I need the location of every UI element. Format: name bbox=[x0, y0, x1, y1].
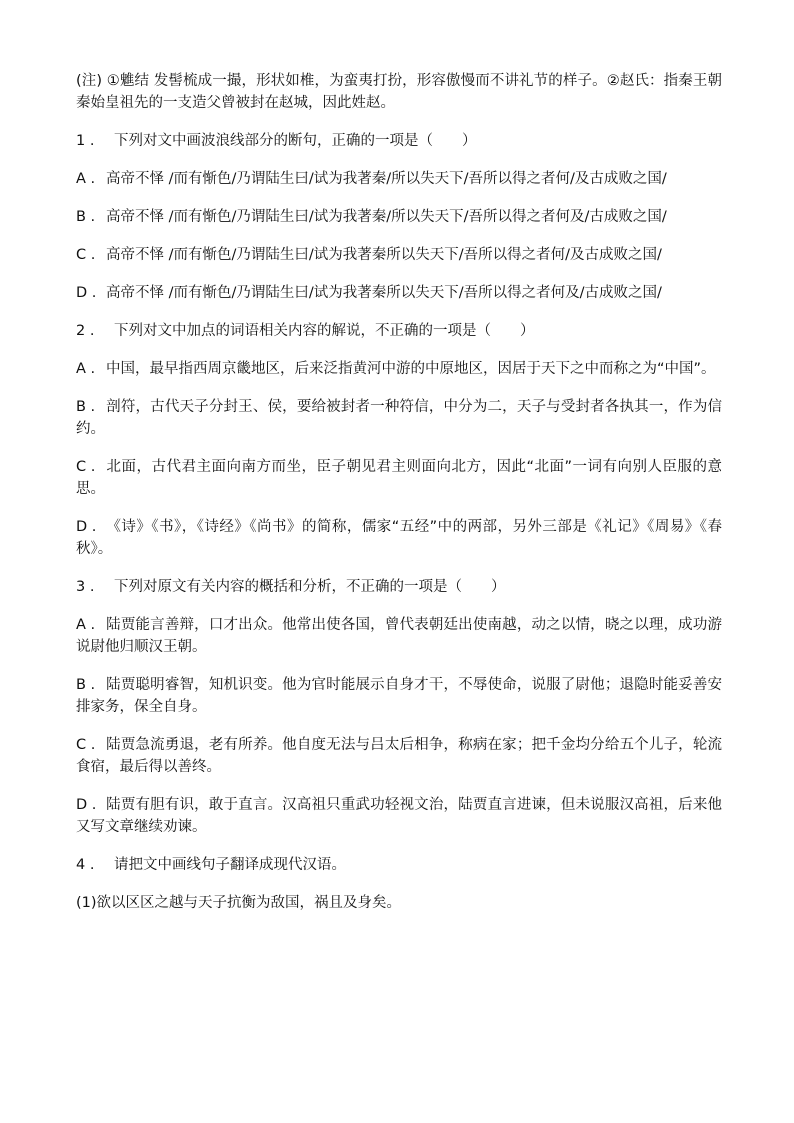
option-a bbox=[76, 614, 722, 658]
option-letter: B . bbox=[76, 399, 96, 415]
question-1 bbox=[76, 130, 722, 304]
question-3 bbox=[76, 576, 722, 838]
option-text: 高帝不怿 /而有惭色/乃谓陆生曰/试为我著秦/所以失天下/吾所以得之者何/及古成败之国/ bbox=[106, 171, 667, 187]
question-stem bbox=[76, 130, 722, 152]
option-c bbox=[76, 456, 722, 500]
question-number: 1 . bbox=[76, 133, 95, 149]
question-stem bbox=[76, 854, 722, 876]
question-text: 请把文中画线句子翻译成现代汉语。 bbox=[114, 857, 346, 873]
option-b bbox=[76, 674, 722, 718]
option-letter: B . bbox=[76, 209, 96, 225]
option-a bbox=[76, 358, 722, 380]
option-letter: A . bbox=[76, 361, 96, 377]
document-page bbox=[76, 70, 722, 930]
option-letter: D . bbox=[76, 285, 97, 301]
option-letter: A . bbox=[76, 171, 96, 187]
option-letter: D . bbox=[76, 797, 97, 813]
option-text: 陆贾有胆有识，敢于直言。汉高祖只重武功轻视文治，陆贾直言进谏，但未说服汉高祖，后来他又写文章继续劝谏。 bbox=[76, 797, 722, 835]
question-number: 3 . bbox=[76, 579, 95, 595]
option-text: 高帝不怿 /而有惭色/乃谓陆生曰/试为我著秦所以失天下/吾所以得之者何及/古成败之国/ bbox=[106, 285, 662, 301]
option-d bbox=[76, 282, 722, 304]
question-text: 下列对文中加点的词语相关内容的解说，不正确的一项是（ ） bbox=[114, 323, 535, 339]
option-letter: A . bbox=[76, 617, 96, 633]
question-text: 下列对文中画波浪线部分的断句，正确的一项是（ ） bbox=[114, 133, 477, 149]
option-a bbox=[76, 168, 722, 190]
option-text: 高帝不怿 /而有惭色/乃谓陆生曰/试为我著秦/所以失天下/吾所以得之者何及/古成败之国/ bbox=[106, 209, 667, 225]
option-letter: C . bbox=[76, 737, 96, 753]
question-stem bbox=[76, 576, 722, 598]
annotation-note: (注) ①魋结 发髻梳成一撮，形状如椎，为蛮夷打扮，形容傲慢而不讲礼节的样子。②赵氏：指秦王朝秦始皇祖先的一支造父曾被封在赵城，因此姓赵。 bbox=[76, 73, 722, 111]
option-letter: B . bbox=[76, 677, 96, 693]
option-d bbox=[76, 516, 722, 560]
option-b bbox=[76, 396, 722, 440]
option-text: 陆贾能言善辩，口才出众。他常出使各国，曾代表朝廷出使南越，动之以情，晓之以理，成功游说尉他归顺汉王朝。 bbox=[76, 617, 722, 655]
question-2 bbox=[76, 320, 722, 560]
option-text: 陆贾聪明睿智，知机识变。他为官时能展示自身才干，不辱使命，说服了尉他；退隐时能妥善安排家务，保全自身。 bbox=[76, 677, 722, 715]
option-letter: D . bbox=[76, 519, 97, 535]
option-text: 北面，古代君主面向南方而坐，臣子朝见君主则面向北方，因此“北面”一词有向别人臣服的意思。 bbox=[76, 459, 722, 497]
translation-sentence-1: (1)欲以区区之越与天子抗衡为敌国，祸且及身矣。 bbox=[76, 895, 402, 911]
option-c bbox=[76, 734, 722, 778]
option-letter: C . bbox=[76, 247, 96, 263]
option-text: 陆贾急流勇退，老有所养。他自度无法与吕太后相争，称病在家；把千金均分给五个儿子，轮流食宿，最后得以善终。 bbox=[76, 737, 722, 775]
question-number: 4 . bbox=[76, 857, 95, 873]
option-text: 剖符，古代天子分封王、侯，要给被封者一种符信，中分为二，天子与受封者各执其一，作为信约。 bbox=[76, 399, 722, 437]
option-text: 中国，最早指西周京畿地区，后来泛指黄河中游的中原地区，因居于天下之中而称之为“中国”。 bbox=[106, 361, 716, 377]
option-text: 《诗》《书》，《诗经》《尚书》的简称，儒家“五经”中的两部，另外三部是《礼记》《周易》《春秋》。 bbox=[76, 519, 722, 557]
question-stem bbox=[76, 320, 722, 342]
option-b bbox=[76, 206, 722, 228]
option-d bbox=[76, 794, 722, 838]
question-text: 下列对原文有关内容的概括和分析，不正确的一项是（ ） bbox=[114, 579, 506, 595]
option-c bbox=[76, 244, 722, 266]
option-text: 高帝不怿 /而有惭色/乃谓陆生曰/试为我著秦所以失天下/吾所以得之者何/及古成败之国/ bbox=[106, 247, 662, 263]
option-letter: C . bbox=[76, 459, 96, 475]
question-number: 2 . bbox=[76, 323, 95, 339]
question-4 bbox=[76, 854, 722, 914]
